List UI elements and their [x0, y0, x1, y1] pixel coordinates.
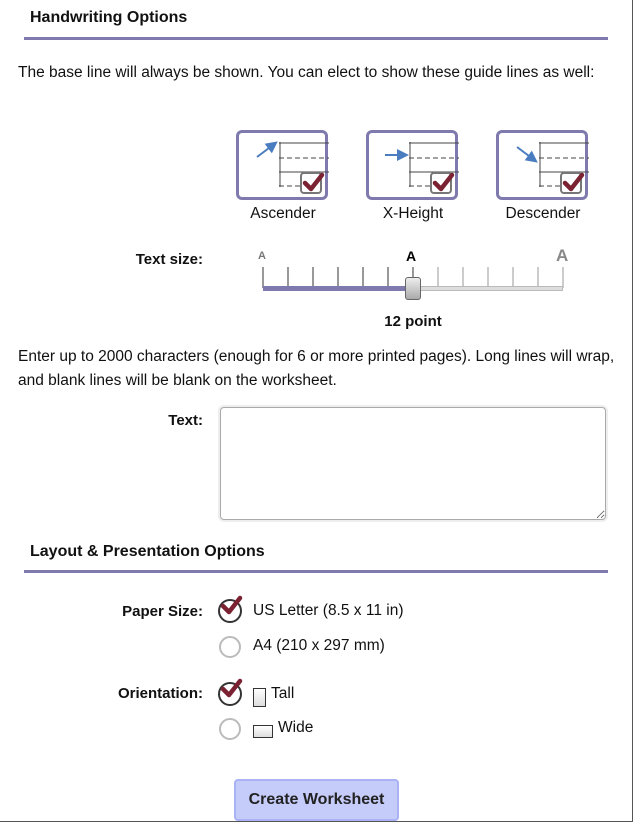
- guide-checkbox[interactable]: [560, 172, 582, 194]
- text-hint: Enter up to 2000 characters (enough for 6 or more printed pages). Long lines will wrap, and blank lines will be blank on the worksheet.: [18, 348, 615, 389]
- guide-checkbox[interactable]: [300, 172, 322, 194]
- radio-unselected[interactable]: [219, 718, 241, 740]
- divider: [24, 570, 608, 573]
- x-height-arrow-icon: [381, 135, 411, 165]
- wide-page-icon: [253, 725, 273, 738]
- paper-size-label: Paper Size:: [122, 603, 203, 620]
- slider-tick: [462, 267, 464, 288]
- guide-option-ascender[interactable]: [236, 130, 328, 200]
- guide-label: X-Height: [382, 205, 444, 222]
- ascender-arrow-icon: [251, 135, 281, 165]
- slider-tick: [262, 267, 264, 288]
- text-label: Text:: [168, 412, 203, 429]
- text-input[interactable]: [220, 407, 606, 520]
- slider-tick: [487, 267, 489, 288]
- guide-option-x-height[interactable]: [366, 130, 458, 200]
- slider-tick: [337, 267, 339, 288]
- orientation-label: Orientation:: [118, 685, 203, 702]
- medium-a-mark: A: [406, 248, 417, 264]
- slider-tick: [362, 267, 364, 288]
- slider-tick: [537, 267, 539, 288]
- divider: [24, 37, 608, 40]
- slider-thumb[interactable]: [405, 277, 421, 300]
- radio-selected[interactable]: [218, 599, 242, 623]
- guide-option-descender[interactable]: [496, 130, 588, 200]
- slider-tick: [562, 267, 564, 288]
- section-title-layout: Layout & Presentation Options: [30, 543, 265, 560]
- create-worksheet-button[interactable]: Create Worksheet: [234, 779, 399, 821]
- small-a-mark: A: [258, 250, 266, 262]
- guide-checkbox[interactable]: [430, 172, 452, 194]
- text-size-label: Text size:: [135, 251, 203, 268]
- section-title-handwriting: Handwriting Options: [30, 9, 188, 26]
- option-label[interactable]: A4 (210 x 297 mm): [253, 637, 385, 654]
- slider-tick: [437, 267, 439, 288]
- radio-selected[interactable]: [218, 682, 242, 706]
- slider-tick: [387, 267, 389, 288]
- large-a-mark: A: [556, 246, 569, 265]
- option-label[interactable]: Tall: [271, 685, 295, 702]
- option-label[interactable]: US Letter (8.5 x 11 in): [253, 602, 404, 619]
- option-label[interactable]: Wide: [278, 719, 314, 736]
- guide-intro: The base line will always be shown. You can elect to show these guide lines as well:: [18, 64, 595, 81]
- slider-fill: [263, 286, 413, 291]
- guide-label: Ascender: [250, 205, 316, 222]
- radio-unselected[interactable]: [219, 636, 241, 658]
- slider-tick: [512, 267, 514, 288]
- slider-value: 12 point: [384, 313, 442, 330]
- tall-page-icon: [253, 688, 266, 707]
- guide-label: Descender: [505, 205, 581, 222]
- slider-tick: [287, 267, 289, 288]
- slider-tick: [312, 267, 314, 288]
- descender-arrow-icon: [511, 135, 541, 165]
